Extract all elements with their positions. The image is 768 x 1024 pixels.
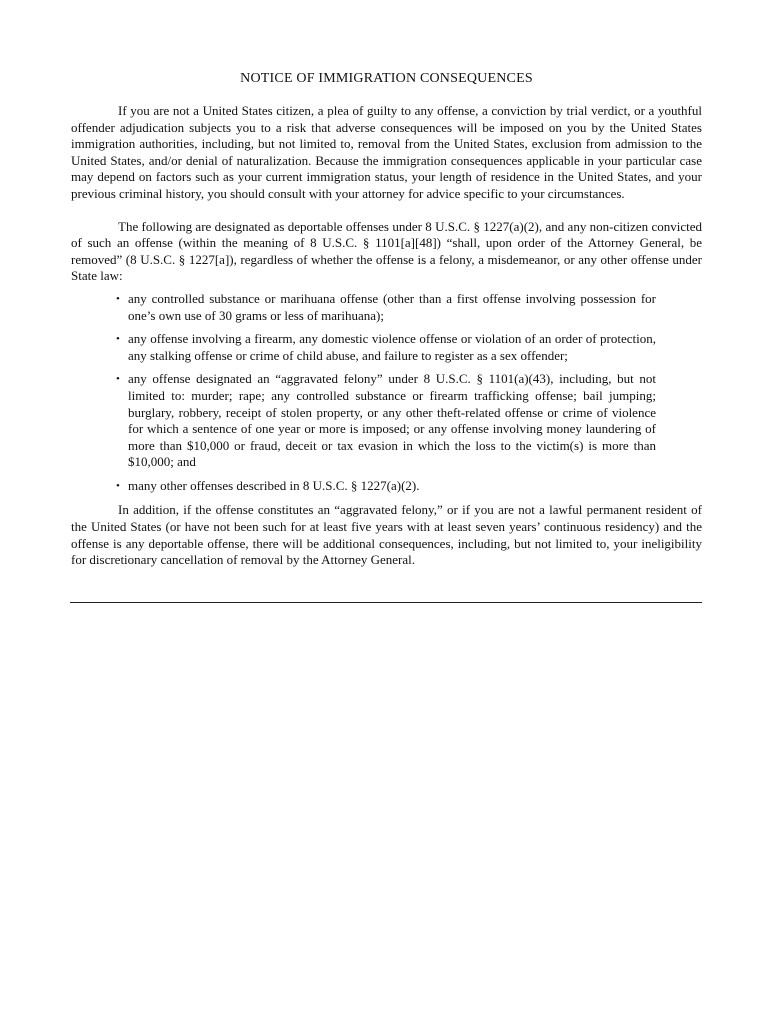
- list-item-text: any offense involving a firearm, any domestic violence offense or violation of an order of protection, any stalking offense or crime of child abuse, and failure to register as a sex offender;: [128, 331, 656, 363]
- document-page: [71, 70, 702, 569]
- horizontal-divider: [70, 602, 702, 603]
- list-item: [71, 331, 702, 364]
- list-item: [71, 291, 702, 324]
- list-item: [71, 478, 702, 495]
- document-title: NOTICE OF IMMIGRATION CONSEQUENCES: [240, 71, 533, 86]
- bullet-icon: •: [116, 373, 120, 386]
- bullet-icon: •: [116, 479, 120, 492]
- offense-list: [71, 291, 702, 495]
- list-item: [71, 371, 702, 471]
- additional-consequences-paragraph: In addition, if the offense constitutes an “aggravated felony,” or if you are not a lawful permanent resident of the United States (or have not been such for at least five years with at least seven years’ continuous residency) and the offense is any deportable offense, there will be additional consequences, including, but not limited to, your ineligibility for discretionary cancellation of removal by the Attorney General.: [71, 502, 702, 568]
- list-item-text: any controlled substance or marihuana offense (other than a first offense involving possession for one’s own use of 30 grams or less of marihuana);: [128, 290, 656, 323]
- bullet-icon: •: [116, 333, 120, 346]
- list-item-text: many other offenses described in 8 U.S.C. § 1227(a)(2).: [128, 477, 420, 493]
- intro-paragraph: If you are not a United States citizen, a plea of guilty to any offense, a conviction by trial verdict, or a youthful offender adjudication subjects you to a risk that adverse consequences will be imposed on you by the United States immigration authorities, including, but not limited to, removal from the United States, exclusion from admission to the United States, and/or denial of naturalization. Because the immigration consequences applicable in your particular case may depend on factors such as your current immigration status, your length of residence in the United States, and your previous criminal history, you should consult with your attorney for advice specific to your circumstances.: [71, 103, 702, 201]
- bullet-icon: •: [116, 292, 120, 305]
- deportable-offenses-paragraph: The following are designated as deportable offenses under 8 U.S.C. § 1227(a)(2), and any non-citizen convicted of such an offense (within the meaning of 8 U.S.C. § 1101[a][48]) “shall, upon order of the Attorney General, be removed” (8 U.S.C. § 1227[a]), regardless of whether the offense is a felony, a misdemeanor, or any other offense under State law:: [71, 218, 702, 284]
- list-item-text: any offense designated an “aggravated felony” under 8 U.S.C. § 1101(a)(43), including, but not limited to: murder; rape; any controlled substance or firearm trafficking offense; bail jumping; burglary, robbery, receipt of stolen property, or any other theft-related offense or crime of violence for which a sentence of one year or more is imposed; or any offense involving money laundering of more than $10,000 or fraud, deceit or tax evasion in which the loss to the victim(s) is more than $10,000; and: [128, 371, 656, 470]
